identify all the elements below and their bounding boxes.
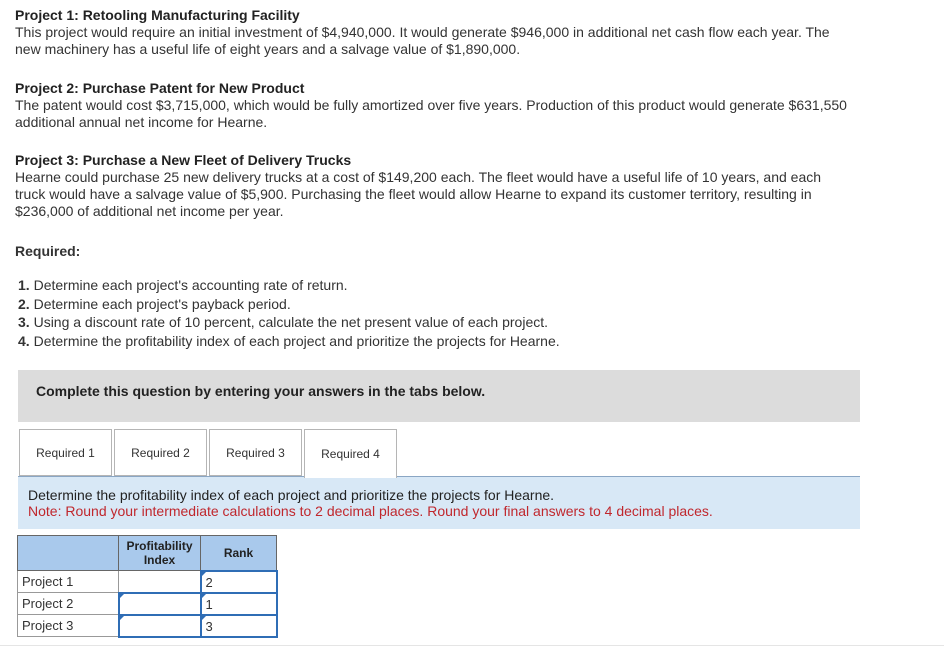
profitability-index-input-project-2[interactable]: [119, 593, 201, 615]
tab-required-4[interactable]: Required 4: [304, 429, 397, 478]
tab-required-1[interactable]: Required 1: [19, 429, 112, 476]
instruction-text: Complete this question by entering your answers in the tabs below.: [36, 383, 486, 399]
rank-input-project-2[interactable]: 1: [201, 593, 277, 615]
project-1-title: Project 1: Retooling Manufacturing Facility: [15, 7, 300, 23]
required-item: 3. Using a discount rate of 10 percent, calculate the net present value of each project.: [18, 314, 549, 331]
profitability-index-input-project-1[interactable]: [119, 571, 201, 593]
project-1-text-line-2: new machinery has a useful life of eight years and a salvage value of $1,890,000.: [15, 41, 521, 57]
header-rank: Rank: [201, 536, 277, 571]
project-3-description: [15, 152, 943, 220]
table-row: [18, 571, 277, 593]
project-2-title: Project 2: Purchase Patent for New Product: [15, 80, 305, 96]
header-blank: [18, 536, 119, 571]
project-2-text-line-1: The patent would cost $3,715,000, which would be fully amortized over five years. Production of this product would generate $631,550: [15, 97, 847, 113]
page-bottom-divider: [0, 645, 944, 646]
table-row: [18, 593, 277, 615]
rank-input-project-1[interactable]: 2: [201, 571, 277, 593]
instruction-box: [18, 370, 860, 422]
question-text: Determine the profitability index of each project and prioritize the projects for Hearne.: [28, 487, 555, 503]
row-label-project-2: Project 2: [18, 593, 119, 615]
input-flag-icon: [119, 593, 125, 599]
header-profitability-index: Profitability Index: [119, 536, 201, 571]
required-heading: Required:: [15, 243, 81, 259]
required-item: 1. Determine each project's accounting rate of return.: [18, 277, 348, 293]
project-1-description: [15, 7, 943, 58]
input-flag-icon: [119, 615, 125, 621]
required-list: [18, 276, 560, 351]
required-item: 2. Determine each project's payback period.: [18, 295, 291, 312]
profitability-index-input-project-3[interactable]: [119, 615, 201, 637]
project-3-text-line-3: $236,000 of additional net income per year.: [15, 203, 284, 219]
tab-required-2[interactable]: Required 2: [114, 429, 207, 476]
tab-required-3[interactable]: Required 3: [209, 429, 302, 476]
row-label-project-3: Project 3: [18, 615, 119, 637]
project-2-description: [15, 80, 943, 131]
project-3-text-line-1: Hearne could purchase 25 new delivery trucks at a cost of $149,200 each. The fleet would have a useful life of 10 years, and each: [15, 169, 822, 185]
project-1-text-line-1: This project would require an initial investment of $4,940,000. It would generate $946,000 in additional net cash flow each year. The: [15, 24, 830, 40]
project-3-title: Project 3: Purchase a New Fleet of Delivery Trucks: [15, 152, 352, 168]
table-row: [18, 615, 277, 637]
answer-table: [17, 535, 278, 638]
rounding-note: Note: Round your intermediate calculations to 2 decimal places. Round your final answers to 4 decimal places.: [28, 503, 713, 519]
question-panel: [18, 477, 860, 529]
row-label-project-1: Project 1: [18, 571, 119, 593]
required-item: 4. Determine the profitability index of each project and prioritize the projects for Hearne.: [18, 333, 560, 350]
project-2-text-line-2: additional annual net income for Hearne.: [15, 114, 268, 130]
rank-input-project-3[interactable]: 3: [201, 615, 277, 637]
project-3-text-line-2: truck would have a salvage value of $5,900. Purchasing the fleet would allow Hearne to expand its customer territory, resulting in: [15, 186, 812, 202]
